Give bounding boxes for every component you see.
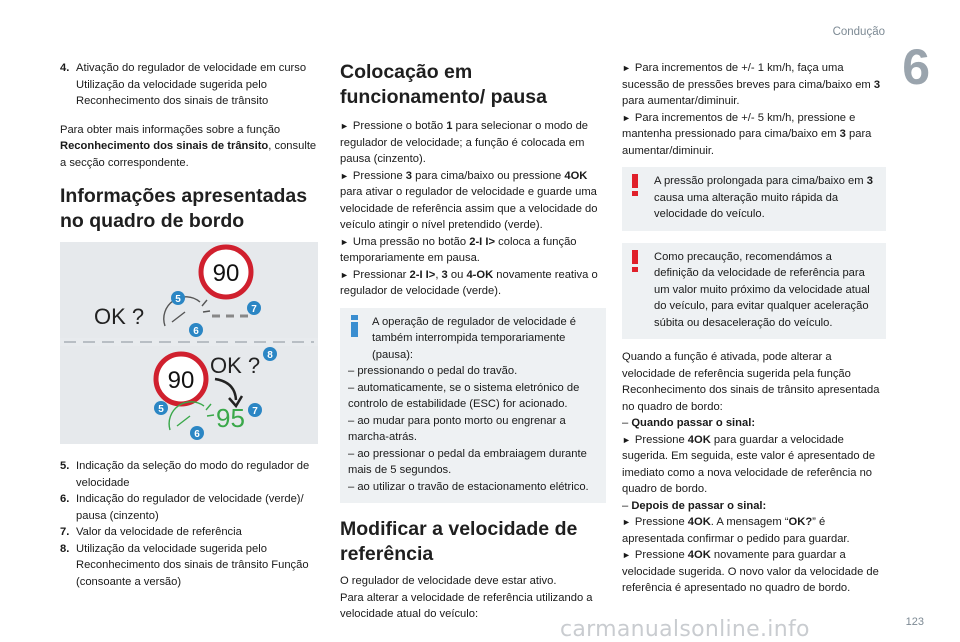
warning-text: A pressão prolongada para cima/baixo em 3 causa uma alteração muito rápida da velocidade do veículo. — [654, 175, 873, 220]
list-item — [60, 458, 318, 491]
arrow-bullet-icon: ► — [622, 63, 631, 73]
callout-5-bottom — [154, 401, 168, 415]
svg-text:8: 8 — [267, 350, 273, 361]
info-line: – ao utilizar o travão de estacionamento elétrico. — [348, 480, 589, 493]
svg-text:7: 7 — [251, 304, 257, 315]
info-icon — [348, 315, 362, 343]
paragraph: O regulador de velocidade deve estar ativo. — [340, 575, 557, 587]
speed-sign-top — [201, 247, 251, 297]
ok-prompt-bottom: OK ? — [210, 353, 261, 378]
arrow-bullet-icon: ► — [622, 550, 631, 560]
info-box — [340, 308, 606, 504]
step: ► Pressione 4OK. A mensagem “OK?” é apresentada confirmar o pedido para guardar. — [622, 516, 850, 545]
step: ► Pressione o botão 1 para selecionar o modo de regulador de velocidade; a função é colocada em pausa (cinzento). — [340, 120, 589, 165]
svg-text:5: 5 — [175, 294, 181, 305]
warning-box — [622, 167, 886, 231]
info-line: – ao pressionar o pedal da embraiagem durante mais de 5 segundos. — [348, 447, 587, 476]
list-item — [60, 541, 318, 591]
page-number: 123 — [905, 615, 924, 628]
info-line: – ao mudar para ponto morto ou engrenar a marcha-atrás. — [348, 414, 566, 443]
arrow-bullet-icon: ► — [340, 170, 349, 181]
section-heading: Informações apresentadas no quadro de bordo — [60, 185, 308, 232]
svg-text:6: 6 — [193, 326, 199, 337]
svg-text:90: 90 — [212, 260, 240, 287]
watermark: carmanualsonline.info — [560, 616, 810, 642]
item-number: 4. — [60, 62, 70, 74]
item-text: Utilização da velocidade sugerida pelo Reconhecimento dos sinais de trânsito Função (consoante a versão) — [76, 542, 309, 588]
callout-5-top — [171, 291, 185, 305]
chapter-number: 6 — [902, 39, 930, 95]
list-item — [60, 491, 318, 524]
step: ► Para incrementos de +/- 5 km/h, pressione e mantenha pressionado para cima/baixo em 3 para aumentar/diminuir. — [622, 111, 872, 157]
item-text: Indicação da seleção do modo do regulador de velocidade — [76, 460, 310, 489]
item-text: Valor da velocidade de referência — [76, 526, 242, 538]
warning-icon — [630, 174, 640, 202]
step: ► Uma pressão no botão 2-I I> coloca a função temporariamente em pausa. — [340, 235, 577, 264]
text-run: Para obter mais informações sobre a função — [60, 123, 281, 136]
paragraph: Quando a função é ativada, pode alterar a velocidade de referência sugerida pela função Reconhecimento dos sinais de trânsito apresentada no quadro de bordo: — [622, 351, 880, 413]
column-3 — [622, 60, 886, 597]
item-number: 5. — [60, 460, 70, 472]
callout-7-top — [247, 301, 261, 315]
dashboard-illustration — [60, 242, 318, 444]
step: ► Pressione 3 para cima/baixo ou pressione 4OK para ativar o regulador de velocidade e guarde uma velocidade de referência assim que a velocidade do veículo atingir o nível pretendido (verde). — [340, 169, 598, 231]
speed-sign-bottom — [156, 354, 206, 404]
dashboard-figure — [60, 242, 318, 444]
step: ► Pressionar 2-I I>, 3 ou 4-OK novamente reativa o regulador de velocidade (verde). — [340, 268, 598, 297]
warning-icon — [630, 250, 640, 278]
arrow-bullet-icon: ► — [622, 112, 631, 123]
svg-text:6: 6 — [194, 429, 200, 440]
paragraph: Para alterar a velocidade de referência utilizando a velocidade atual do veículo: — [340, 591, 593, 620]
arrow-bullet-icon: ► — [340, 121, 349, 131]
bold-text: Reconhecimento dos sinais de trânsito — [60, 140, 269, 152]
ok-prompt-top: OK ? — [94, 304, 145, 329]
item-text: Indicação do regulador de velocidade (verde)/ pausa (cinzento) — [76, 493, 304, 522]
callout-6-bottom — [190, 426, 204, 440]
paragraph — [60, 122, 318, 172]
item-number: 7. — [60, 526, 70, 538]
column-1 — [60, 60, 318, 590]
callout-7-bottom — [248, 403, 262, 417]
item-number: 6. — [60, 493, 70, 505]
info-line: – pressionando o pedal do travão. — [348, 365, 518, 377]
item-number: 8. — [60, 542, 70, 555]
callout-8 — [263, 347, 277, 361]
suggested-speed: 95 — [216, 403, 245, 433]
item-text: Ativação do regulador de velocidade em curso Utilização da velocidade sugerida pelo Reconhecimento dos sinais de trânsito — [76, 62, 307, 107]
sub-heading: – Quando passar o sinal: — [622, 417, 756, 429]
warning-box — [622, 243, 886, 340]
svg-text:90: 90 — [167, 367, 195, 394]
section-heading: Colocação em funcionamento/ pausa — [340, 61, 547, 108]
sub-heading: – Depois de passar o sinal: — [622, 499, 767, 512]
arrow-bullet-icon: ► — [340, 236, 349, 247]
list-item — [60, 60, 318, 110]
step: ► Pressione 4OK para guardar a velocidade sugerida. Em seguida, este valor é apresentado de imediato como a nova velocidade de referência no quadro de bordo. — [622, 433, 876, 495]
step: ► Pressione 4OK novamente para guardar a velocidade sugerida. O novo valor da velocidade de referência é apresentado no quadro de bordo. — [622, 549, 879, 594]
arrow-bullet-icon: ► — [622, 434, 631, 445]
warning-text: Como precaução, recomendámos a definição da velocidade de referência para um valor muito próximo da velocidade atual do veículo, para evitar qualquer aceleração súbita ou desaceleração do veículo. — [654, 250, 870, 329]
svg-text:5: 5 — [158, 404, 164, 415]
callout-6-top — [189, 323, 203, 337]
arrow-bullet-icon: ► — [340, 269, 349, 280]
step: ► Para incrementos de +/- 1 km/h, faça uma sucessão de pressões breves para cima/baixo em 3 para aumentar/diminuir. — [622, 62, 881, 107]
list-item — [60, 524, 318, 541]
arrow-bullet-icon: ► — [622, 517, 631, 527]
section-heading: Modificar a velocidade de referência — [340, 518, 578, 565]
svg-text:7: 7 — [252, 406, 258, 417]
info-text: A operação de regulador de velocidade é também interrompida temporariamente (pausa): — [372, 315, 577, 361]
info-line: – automaticamente, se o sistema eletrónico de controlo de estabilidade (ESC) for acionado. — [348, 381, 580, 410]
column-2 — [340, 60, 606, 623]
text-run: , consulte a secção correspondente. — [60, 140, 317, 169]
section-header: Condução — [832, 26, 885, 38]
